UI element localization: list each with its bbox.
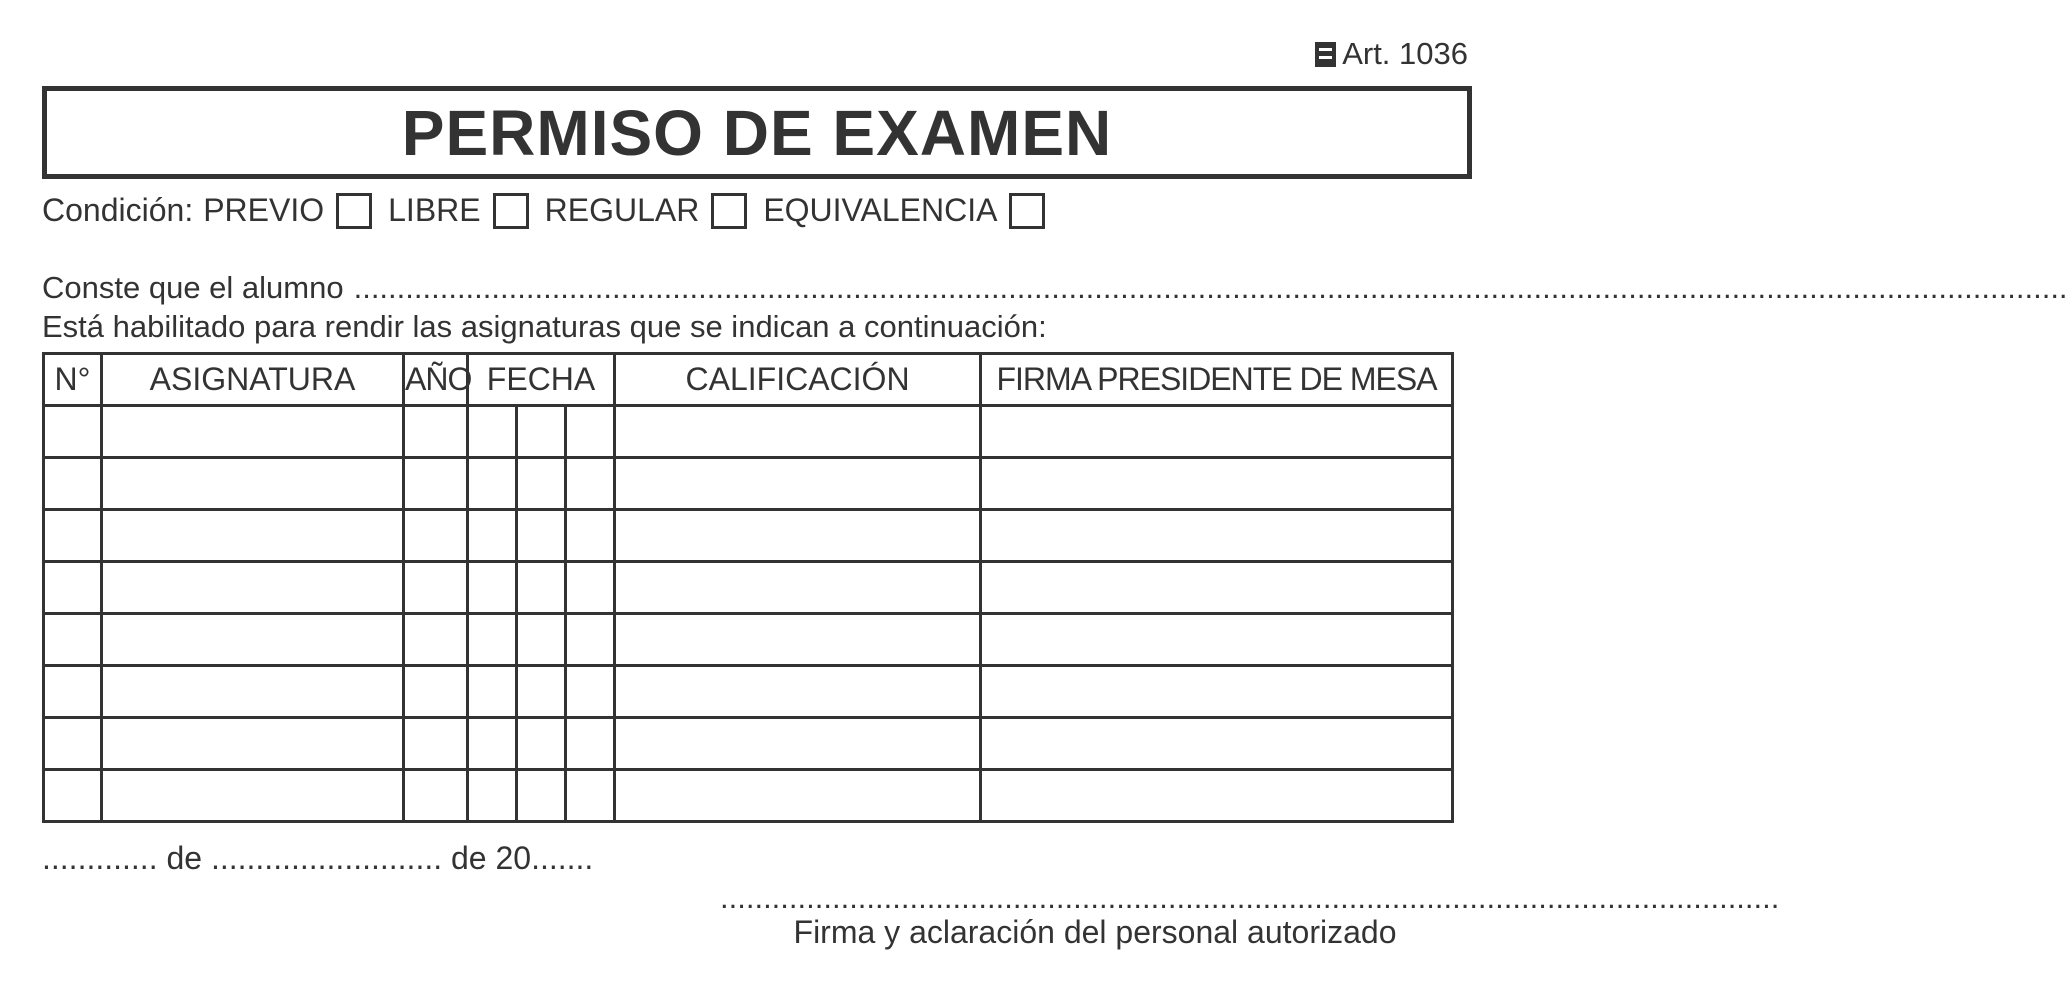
cell-date-day[interactable] bbox=[468, 406, 517, 458]
header-subject: ASIGNATURA bbox=[102, 354, 404, 406]
date-line[interactable]: ............. de .......................... de 20....... bbox=[42, 840, 594, 876]
cell-grade[interactable] bbox=[615, 770, 981, 822]
table-header-row bbox=[44, 354, 1453, 406]
cell-number[interactable] bbox=[44, 406, 102, 458]
signature-label: Firma y aclaración del personal autorizado bbox=[793, 914, 1397, 950]
cell-year[interactable] bbox=[404, 614, 468, 666]
cell-date-year[interactable] bbox=[566, 770, 615, 822]
cell-date-month[interactable] bbox=[517, 614, 566, 666]
cell-signature[interactable] bbox=[981, 458, 1453, 510]
cell-signature[interactable] bbox=[981, 614, 1453, 666]
article-code-text: Art. 1036 bbox=[1342, 36, 1468, 71]
cell-date-day[interactable] bbox=[468, 458, 517, 510]
cell-date-year[interactable] bbox=[566, 718, 615, 770]
condition-option-previo bbox=[203, 192, 372, 229]
cell-subject[interactable] bbox=[102, 718, 404, 770]
cell-signature[interactable] bbox=[981, 510, 1453, 562]
cell-signature[interactable] bbox=[981, 406, 1453, 458]
cell-date-month[interactable] bbox=[517, 406, 566, 458]
cell-year[interactable] bbox=[404, 458, 468, 510]
cell-subject[interactable] bbox=[102, 458, 404, 510]
publisher-logo-icon bbox=[1315, 42, 1336, 67]
table-row bbox=[44, 614, 1453, 666]
title-box bbox=[42, 86, 1472, 179]
cell-date-day[interactable] bbox=[468, 718, 517, 770]
checkbox-libre[interactable] bbox=[493, 193, 529, 229]
cell-grade[interactable] bbox=[615, 666, 981, 718]
checkbox-regular[interactable] bbox=[711, 193, 747, 229]
cell-date-year[interactable] bbox=[566, 562, 615, 614]
cell-subject[interactable] bbox=[102, 510, 404, 562]
cell-number[interactable] bbox=[44, 458, 102, 510]
table-row bbox=[44, 666, 1453, 718]
cell-subject[interactable] bbox=[102, 770, 404, 822]
cell-year[interactable] bbox=[404, 718, 468, 770]
cell-date-month[interactable] bbox=[517, 666, 566, 718]
cell-date-month[interactable] bbox=[517, 770, 566, 822]
condition-row bbox=[42, 192, 1061, 229]
form-title: PERMISO DE EXAMEN bbox=[401, 96, 1113, 169]
cell-date-year[interactable] bbox=[566, 510, 615, 562]
cell-number[interactable] bbox=[44, 614, 102, 666]
table-row bbox=[44, 510, 1453, 562]
checkbox-equivalencia[interactable] bbox=[1009, 193, 1045, 229]
condition-option-equivalencia bbox=[763, 192, 1045, 229]
signature-line[interactable]: ........................................................................................................................... bbox=[720, 880, 1780, 915]
table-row bbox=[44, 562, 1453, 614]
table-row bbox=[44, 458, 1453, 510]
cell-year[interactable] bbox=[404, 562, 468, 614]
cell-date-year[interactable] bbox=[566, 666, 615, 718]
cell-subject[interactable] bbox=[102, 562, 404, 614]
cell-date-year[interactable] bbox=[566, 614, 615, 666]
cell-grade[interactable] bbox=[615, 458, 981, 510]
cell-signature[interactable] bbox=[981, 770, 1453, 822]
cell-grade[interactable] bbox=[615, 718, 981, 770]
cell-date-day[interactable] bbox=[468, 666, 517, 718]
cell-year[interactable] bbox=[404, 666, 468, 718]
cell-year[interactable] bbox=[404, 406, 468, 458]
cell-date-day[interactable] bbox=[468, 510, 517, 562]
cell-grade[interactable] bbox=[615, 510, 981, 562]
option-label-previo: PREVIO bbox=[203, 192, 325, 228]
header-signature: FIRMA PRESIDENTE DE MESA bbox=[981, 354, 1453, 406]
cell-grade[interactable] bbox=[615, 406, 981, 458]
cell-year[interactable] bbox=[404, 770, 468, 822]
cell-subject[interactable] bbox=[102, 666, 404, 718]
cell-signature[interactable] bbox=[981, 666, 1453, 718]
header-year: AÑO bbox=[404, 354, 468, 406]
cell-grade[interactable] bbox=[615, 562, 981, 614]
cell-signature[interactable] bbox=[981, 718, 1453, 770]
cell-number[interactable] bbox=[44, 510, 102, 562]
cell-grade[interactable] bbox=[615, 614, 981, 666]
table-row bbox=[44, 770, 1453, 822]
student-line-label: Conste que el alumno bbox=[42, 270, 344, 305]
cell-date-month[interactable] bbox=[517, 458, 566, 510]
condition-label: Condición: bbox=[42, 192, 194, 228]
cell-number[interactable] bbox=[44, 666, 102, 718]
cell-subject[interactable] bbox=[102, 614, 404, 666]
cell-number[interactable] bbox=[44, 770, 102, 822]
option-label-libre: LIBRE bbox=[388, 192, 481, 228]
header-date: FECHA bbox=[468, 354, 615, 406]
cell-date-day[interactable] bbox=[468, 770, 517, 822]
student-name-field[interactable]: ....................................................................................................................................................................................................... bbox=[353, 270, 2068, 305]
article-code bbox=[1315, 36, 1468, 72]
subjects-table bbox=[42, 352, 1454, 823]
checkbox-previo[interactable] bbox=[336, 193, 372, 229]
cell-date-month[interactable] bbox=[517, 562, 566, 614]
option-label-equivalencia: EQUIVALENCIA bbox=[763, 192, 998, 228]
option-label-regular: REGULAR bbox=[544, 192, 700, 228]
cell-date-month[interactable] bbox=[517, 510, 566, 562]
statement-text: Está habilitado para rendir las asignaturas que se indican a continuación: bbox=[42, 309, 1047, 344]
table-row bbox=[44, 718, 1453, 770]
header-grade: CALIFICACIÓN bbox=[615, 354, 981, 406]
cell-number[interactable] bbox=[44, 562, 102, 614]
cell-subject[interactable] bbox=[102, 406, 404, 458]
cell-date-year[interactable] bbox=[566, 458, 615, 510]
cell-date-day[interactable] bbox=[468, 562, 517, 614]
cell-date-month[interactable] bbox=[517, 718, 566, 770]
condition-option-regular bbox=[545, 192, 748, 229]
student-line bbox=[42, 270, 2068, 306]
header-number: N° bbox=[44, 354, 102, 406]
cell-signature[interactable] bbox=[981, 562, 1453, 614]
table-row bbox=[44, 406, 1453, 458]
cell-date-day[interactable] bbox=[468, 614, 517, 666]
condition-option-libre bbox=[388, 192, 528, 229]
cell-date-year[interactable] bbox=[566, 406, 615, 458]
cell-year[interactable] bbox=[404, 510, 468, 562]
cell-number[interactable] bbox=[44, 718, 102, 770]
